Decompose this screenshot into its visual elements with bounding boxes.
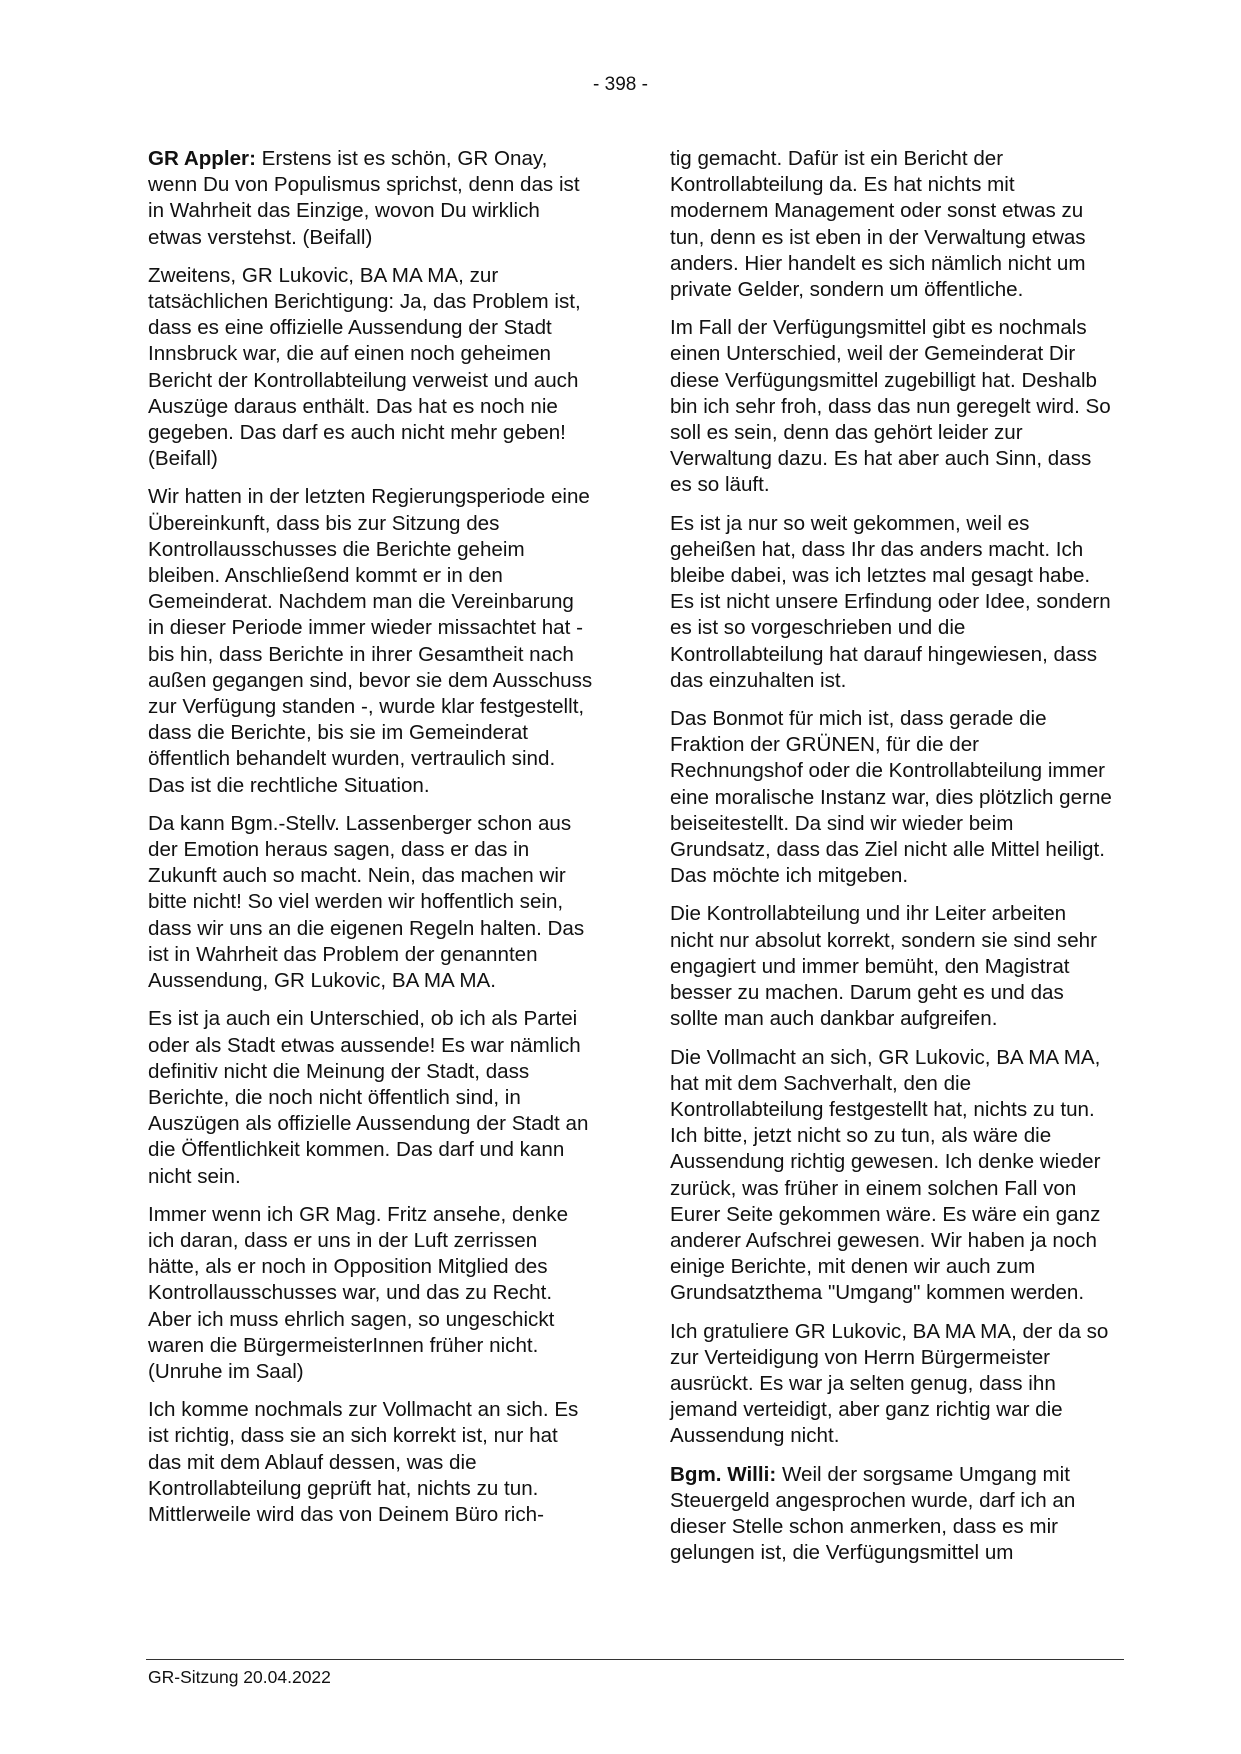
paragraph: Es ist ja nur so weit gekommen, weil es geheißen hat, dass Ihr das anders macht. Ich bleibe dabei, was ich letztes mal gesagt habe. Es ist nicht unsere Erfindung oder Idee, sondern es ist so vorgeschrieben und die Kontrollabteilung hat darauf hingewiesen, dass das einzuhalten ist. — [670, 511, 1111, 692]
paragraph: Zweitens, GR Lukovic, BA MA MA, zur tatsächlichen Berichtigung: Ja, das Problem ist, dass es eine offizielle Aussendung der Stadt Innsbruck war, die auf einen noch geheimen Bericht der Kontrollabteilung verweist und auch Auszüge daraus enthält. Das hat es noch nie gegeben. Das darf es auch nicht mehr geben! (Beifall) — [148, 263, 581, 471]
right-column — [670, 146, 1115, 1578]
paragraph: tig gemacht. Dafür ist ein Bericht der Kontrollabteilung da. Es hat nichts mit modernem Management oder sonst etwas zu tun, denn es ist eben in der Verwaltung etwas anders. Hier handelt es sich nämlich nicht um private Gelder, sondern um öffentliche. — [670, 147, 1086, 302]
paragraph: Immer wenn ich GR Mag. Fritz ansehe, denke ich daran, dass er uns in der Luft zerrissen hätte, als er noch in Opposition Mitglied des Kontrollausschusses war, und das zu Recht. Aber ich muss ehrlich sagen, so ungeschickt waren die BürgermeisterInnen früher nicht. (Unruhe im Saal) — [148, 1202, 569, 1383]
paragraph: Da kann Bgm.-Stellv. Lassenberger schon aus der Emotion heraus sagen, dass er das in Zukunft auch so macht. Nein, das machen wir bitte nicht! So viel werden wir hoffentlich sein, dass wir uns an die eigenen Regeln halten. Das ist in Wahrheit das Problem der genannten Aussendung, GR Lukovic, BA MA MA. — [148, 811, 585, 993]
paragraph-text: Weil der sorgsame Umgang mit Steuergeld angesprochen wurde, darf ich an dieser Stelle schon anmerken, dass es mir gelungen ist, die Verfügungsmittel um — [670, 1462, 1076, 1565]
page-number: - 398 - — [593, 74, 648, 95]
paragraph: Das Bonmot für mich ist, dass gerade die Fraktion der GRÜNEN, für die der Rechnungshof oder die Kontrollabteilung immer eine moralische Instanz war, dies plötzlich gerne beiseitestellt. Da sind wir wieder beim Grundsatz, dass das Ziel nicht alle Mittel heiligt. Das möchte ich mitgeben. — [670, 707, 1112, 888]
speaker-name: GR Appler: — [148, 147, 256, 170]
paragraph: Ich komme nochmals zur Vollmacht an sich. Es ist richtig, dass sie an sich korrekt ist, nur hat das mit dem Ablauf dessen, was die Kontrollabteilung geprüft hat, nichts zu tun. Mittlerweile wird das von Deinem Büro rich- — [148, 1398, 579, 1526]
footer-divider — [146, 1659, 1124, 1660]
paragraph — [670, 1462, 1115, 1567]
left-column — [148, 146, 593, 1540]
paragraph: Ich gratuliere GR Lukovic, BA MA MA, der da so zur Verteidigung von Herrn Bürgermeister ausrückt. Es war ja selten genug, dass ihn jemand verteidigt, aber ganz richtig war die Aussendung nicht. — [670, 1319, 1109, 1448]
speaker-name: Bgm. Willi: — [670, 1462, 777, 1486]
footer-session-label: GR-Sitzung 20.04.2022 — [148, 1667, 331, 1687]
paragraph: Wir hatten in der letzten Regierungsperiode eine Übereinkunft, dass bis zur Sitzung des Kontrollausschusses die Berichte geheim bleiben. Anschließend kommt er in den Gemeinderat. Nachdem man die Vereinbarung in dieser Periode immer wieder missachtet hat - bis hin, dass Berichte in ihrer Gesamtheit nach außen gegangen sind, bevor sie dem Ausschuss zur Verfügung standen -, wurde klar festgestellt, dass die Berichte, bis sie im Gemeinderat öffentlich behandelt wurden, vertraulich sind. Das ist die rechtliche Situation. — [148, 485, 593, 797]
paragraph: Die Vollmacht an sich, GR Lukovic, BA MA MA, hat mit dem Sachverhalt, den die Kontrollabteilung festgestellt hat, nichts zu tun. Ich bitte, jetzt nicht so zu tun, als wäre die Aussendung richtig gewesen. Ich denke wieder zurück, was früher in einem solchen Fall von Eurer Seite gekommen wäre. Es wäre ein ganz anderer Aufschrei gewesen. Wir haben ja noch einige Berichte, mit denen wir auch zum Grundsatzthema "Umgang" kommen werden. — [670, 1045, 1101, 1305]
paragraph: Im Fall der Verfügungsmittel gibt es nochmals einen Unterschied, weil der Gemeinderat Dir diese Verfügungsmittel zugebilligt hat. Deshalb bin ich sehr froh, dass das nun geregelt wird. So soll es sein, denn das gehört leider zur Verwaltung dazu. Es hat aber auch Sinn, dass es so läuft. — [670, 316, 1111, 497]
paragraph: Die Kontrollabteilung und ihr Leiter arbeiten nicht nur absolut korrekt, sondern sie sind sehr engagiert und immer bemüht, den Magistrat besser zu machen. Darum geht es und das sollte man auch dankbar aufgreifen. — [670, 902, 1097, 1031]
paragraph — [148, 146, 593, 251]
paragraph-text: Erstens ist es schön, GR Onay, wenn Du von Populismus sprichst, denn das ist in Wahrheit das Einzige, wovon Du wirklich etwas verstehst. (Beifall) — [148, 147, 580, 249]
paragraph: Es ist ja auch ein Unterschied, ob ich als Partei oder als Stadt etwas aussende! Es war nämlich definitiv nicht die Meinung der Stadt, dass Berichte, die noch nicht öffentlich sind, in Auszügen als offizielle Aussendung der Stadt an die Öffentlichkeit kommen. Das darf und kann nicht sein. — [148, 1007, 589, 1188]
